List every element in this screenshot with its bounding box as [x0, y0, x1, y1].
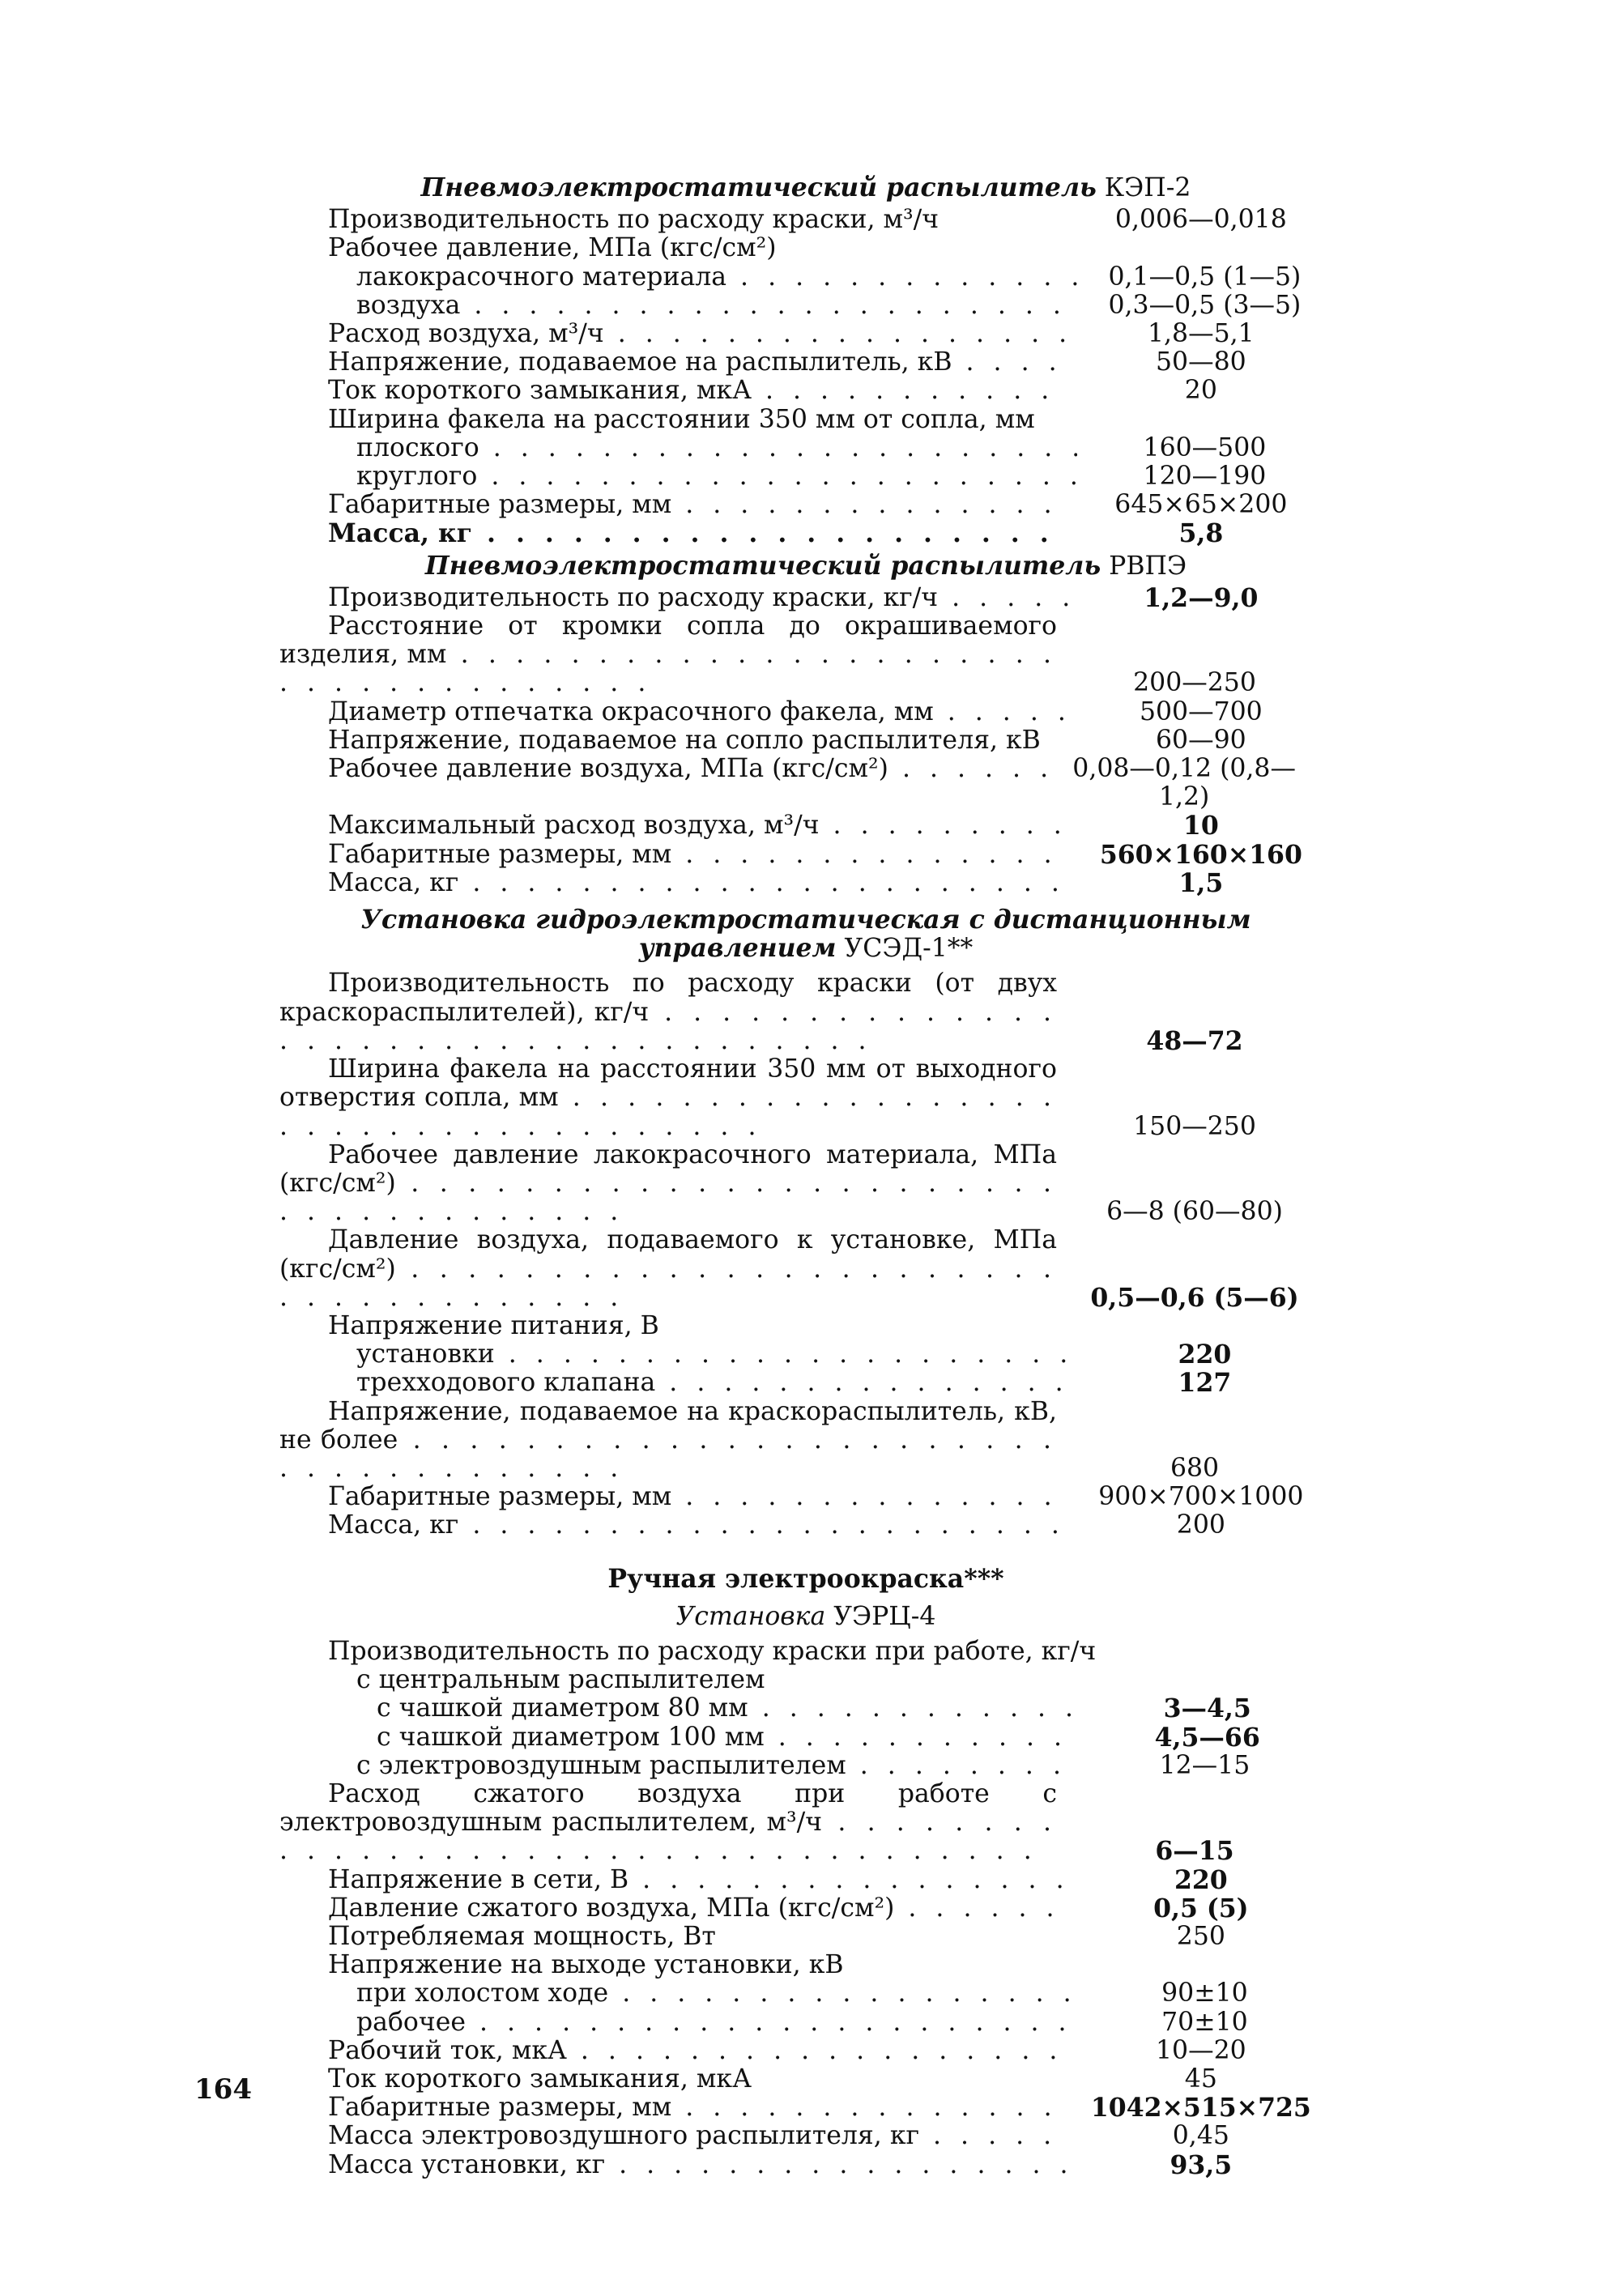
- spec-row: Расстояние от кромки сопла до окрашиваемого изделия, мм . . . 200—250: [279, 612, 1332, 698]
- section-heading-kep2: [279, 173, 1332, 202]
- spec-row: при холостом ходе . . . 90±10: [279, 1979, 1332, 2008]
- spec-row: плоского . . . 160—500: [279, 434, 1332, 462]
- model-name: КЭП-2: [1104, 173, 1191, 202]
- spec-row: Рабочий ток, мкА . . . 10—20: [279, 2037, 1332, 2065]
- spec-row: рабочее . . . 70±10: [279, 2008, 1332, 2037]
- spec-row: Производительность по расходу краски, м³/ч 0,006—0,018: [328, 205, 1287, 235]
- spec-row: Расход воздуха, м³/ч . . . 1,8—5,1: [279, 320, 1332, 348]
- section-heading-manual: Ручная электроокраска***: [607, 1563, 1004, 1594]
- spec-row: Напряжение в сети, В . . . 220: [279, 1866, 1332, 1894]
- section-title: Пневмоэлектростатический распылитель: [424, 550, 1101, 581]
- spec-row: Габаритные размеры, мм . . . 645×65×200: [279, 491, 1332, 519]
- model-name: УСЭД-1**: [844, 934, 974, 964]
- spec-row: Ток короткого замыкания, мкА . . . 20: [279, 377, 1332, 405]
- spec-row: Напряжение питания, В: [328, 1311, 659, 1340]
- spec-row: Напряжение на выходе установки, кВ: [328, 1951, 844, 1980]
- spec-row: трехходового клапана . . . 127: [279, 1369, 1332, 1397]
- model-name: УЭРЦ-4: [833, 1601, 936, 1631]
- section-title: Установка гидроэлектростатическая с дистанционным: [360, 905, 1251, 935]
- spec-row: воздуха . . . 0,3—0,5 (3—5): [279, 292, 1332, 320]
- spec-row: Давление воздуха, подаваемого к установке, МПа (кгс/см²) . . . 0,5—0,6 (5—6): [279, 1226, 1332, 1312]
- spec-row: с чашкой диаметром 80 мм . . . 3—4,5: [279, 1694, 1332, 1723]
- spec-row: Ширина факела на расстоянии 350 мм от сопла, мм: [328, 405, 1035, 434]
- spec-row: Ток короткого замыкания, мкА 45: [328, 2064, 1217, 2094]
- section-title: Пневмоэлектростатический распылитель: [420, 173, 1097, 202]
- spec-row: Напряжение, подаваемое на краскораспылитель, кВ, не более . . . 680: [279, 1398, 1332, 1484]
- spec-row: Габаритные размеры, мм . . . 560×160×160: [279, 841, 1332, 869]
- spec-row: с электровоздушным распылителем . . . 12—15: [279, 1752, 1332, 1780]
- model-name: РВПЭ: [1109, 551, 1187, 581]
- spec-row: Рабочее давление лакокрасочного материала, МПа (кгс/см²) . . . 6—8 (60—80): [279, 1141, 1332, 1227]
- text-column: [279, 170, 1332, 2179]
- section-title-cont: управлением: [638, 933, 837, 964]
- spec-row: Масса, кг . . . 200: [279, 1511, 1332, 1540]
- spec-row: Производительность по расходу краски при работе, кг/ч: [328, 1637, 1097, 1666]
- spec-row: Потребляемая мощность, Вт 250: [328, 1921, 1225, 1951]
- page-number: 164: [194, 2073, 252, 2106]
- section-heading-used1: [279, 905, 1332, 963]
- spec-row: Напряжение, подаваемое на сопло распылителя, кВ 60—90: [328, 725, 1246, 755]
- spec-row: Расход сжатого воздуха при работе с электровоздушным распылителем, м³/ч . . . 6—15: [279, 1780, 1332, 1866]
- spec-row: Рабочее давление воздуха, МПа (кгс/см²) . . . 0,08—0,12 (0,8—1,2): [279, 755, 1332, 811]
- spec-row: лакокрасочного материала . . . 0,1—0,5 (1—5): [279, 263, 1332, 292]
- spec-row: Производительность по расходу краски (от двух краскораспылителей), кг/ч . . . 48—72: [279, 969, 1332, 1055]
- spec-row: Масса, кг . . . 1,5: [279, 869, 1332, 897]
- section-heading-rvpe: [279, 552, 1332, 581]
- spec-row: с чашкой диаметром 100 мм . . . 4,5—66: [279, 1723, 1332, 1752]
- spec-row: установки . . . 220: [279, 1340, 1332, 1369]
- spec-row: Напряжение, подаваемое на распылитель, кВ . . . 50—80: [279, 348, 1332, 377]
- spec-row: Масса, кг . . . 5,8: [279, 519, 1332, 547]
- spec-row: Давление сжатого воздуха, МПа (кгс/см²) . . . 0,5 (5): [279, 1894, 1332, 1923]
- spec-row: Масса электровоздушного распылителя, кг . . . 0,45: [279, 2122, 1332, 2150]
- spec-row: Диаметр отпечатка окрасочного факела, мм . . . 500—700: [279, 698, 1332, 726]
- spec-row: Габаритные размеры, мм . . . 1042×515×725: [279, 2094, 1332, 2122]
- spec-row: Ширина факела на расстоянии 350 мм от выходного отверстия сопла, мм . . . 150—250: [279, 1055, 1332, 1141]
- spec-row: круглого . . . 120—190: [279, 462, 1332, 491]
- section-title: Установка: [675, 1601, 826, 1631]
- spec-row: с центральным распылителем: [356, 1666, 765, 1695]
- spec-row: Масса установки, кг . . . 93,5: [279, 2151, 1332, 2179]
- spec-row: Производительность по расходу краски, кг/ч . . . 1,2—9,0: [279, 584, 1332, 612]
- spec-row: Максимальный расход воздуха, м³/ч . . . 10: [279, 811, 1332, 840]
- spec-row: Рабочее давление, МПа (кгс/см²): [328, 234, 777, 263]
- section-heading-uerc4: [279, 1603, 1332, 1631]
- spec-row: Габаритные размеры, мм . . . 900×700×1000: [279, 1483, 1332, 1511]
